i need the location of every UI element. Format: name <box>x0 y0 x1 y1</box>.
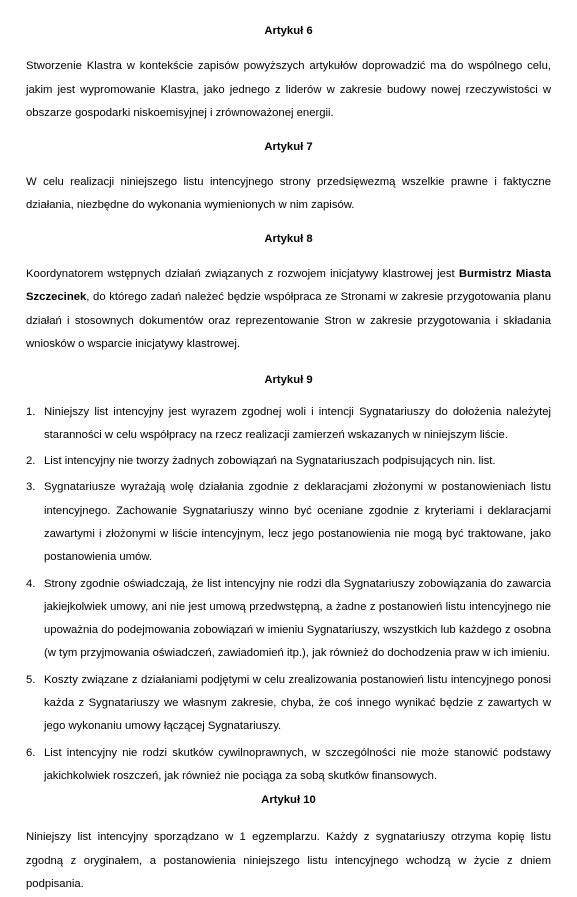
list-item-text: Niniejszy list intencyjny jest wyrazem zgodnej woli i intencji Sygnatariuszy do dołożenia należytej staranności w celu współpracy na rzecz realizacji zamierzeń wskazanych w niniejszym liście. <box>44 405 551 441</box>
article-8-heading: Artykuł 8 <box>264 232 313 245</box>
article-10 <box>26 793 551 897</box>
list-item <box>26 573 551 666</box>
article-6-text: Stworzenie Klastra w kontekście zapisów powyższych artykułów doprowadzić ma do wspólnego celu, jakim jest wypromowanie Klastra, jako jednego z liderów w zakresie budowy nowej rzeczywistości w obszarze gospodarki niskoemisyjnej i zrównoważonej energii. <box>26 60 551 119</box>
article-9 <box>26 373 551 789</box>
article-6 <box>26 0 551 126</box>
list-item-number: 4. <box>26 577 36 590</box>
article-7 <box>26 140 551 218</box>
list-item-number: 2. <box>26 455 36 468</box>
list-item-number: 5. <box>26 673 36 686</box>
article-8 <box>26 232 551 357</box>
article-9-list <box>26 401 551 789</box>
list-item-text: Koszty związane z działaniami podjętymi w celu zrealizowania postanowień listu intencyjnego ponosi każda z Sygnatariuszy we własnym zakresie, chyba, że coś innego wynikać będzie z zawartych w jego wykonaniu umowy łączącej Sygnatariuszy. <box>44 673 551 733</box>
article-7-text: W celu realizacji niniejszego listu intencyjnego strony przedsięwezmą wszelkie prawne i faktyczne działania, niezbędne do wykonania wymienionych w nim zapisów. <box>26 175 551 211</box>
list-item <box>26 742 551 789</box>
article-10-heading: Artykuł 10 <box>261 794 316 807</box>
article-9-heading: Artykuł 9 <box>264 373 313 386</box>
list-item-number: 3. <box>26 481 36 494</box>
article-8-text <box>26 263 551 357</box>
article-7-heading: Artykuł 7 <box>264 140 313 153</box>
list-item <box>26 401 551 448</box>
list-item <box>26 669 551 739</box>
list-item-number: 1. <box>26 405 36 418</box>
article-8-text-after: , do którego zadań należeć będzie współpraca ze Stronami w zakresie przygotowania planu działań i stosownych dokumentów oraz reprezentowanie Stron w zakresie przygotowania i składania wniosków o wsparcie inicjatywy klastrowej. <box>26 291 551 350</box>
list-item-text: List intencyjny nie tworzy żadnych zobowiązań na Sygnatariuszach podpisujących nin. list. <box>44 455 496 468</box>
list-item <box>26 450 551 473</box>
article-8-coordinator-name: Burmistrz Miasta Szczecinek <box>26 267 551 303</box>
list-item-text: List intencyjny nie rodzi skutków cywilnoprawnych, w szczególności nie może stanowić podstawy jakichkolwiek roszczeń, jak również nie pociąga za sobą skutków finansowych. <box>44 746 551 782</box>
article-10-text: Niniejszy list intencyjny sporządzano w 1 egzemplarzu. Każdy z sygnatariuszy otrzyma kopię listu zgodną z oryginałem, a postanowienia niniejszego listu intencyjnego wchodzą w życie z dniem podpisania. <box>26 831 551 891</box>
list-item <box>26 476 551 569</box>
article-8-text-before: Koordynatorem wstępnych działań związanych z rozwojem inicjatywy klastrowej jest <box>26 267 459 280</box>
list-item-text: Strony zgodnie oświadczają, że list intencyjny nie rodzi dla Sygnatariuszy zobowiązania do zawarcia jakiejkolwiek umowy, ani nie jest umową przedwstępną, a żadne z postanowień listu intencyjnego nie upoważnia do podejmowania zobowiązań w imieniu Sygnatariuszy, wszystkich lub każdego z osobna (w tym przyjmowania oświadczeń, zawiadomień itp.), jak również do dochodzenia praw w ich imieniu. <box>44 577 551 660</box>
list-item-text: Sygnatariusze wyrażają wolę działania zgodnie z deklaracjami złożonymi w postanowieniach listu intencyjnego. Zachowanie Sygnatariuszy winno być oceniane zgodnie z kryteriami i deklaracjami zawartymi i złożonymi w liście intencyjnym, lecz jego postanowienia nie mogą być traktowane, jako postanowienia umów. <box>44 481 551 564</box>
article-6-heading: Artykuł 6 <box>264 25 313 37</box>
list-item-number: 6. <box>26 746 36 759</box>
